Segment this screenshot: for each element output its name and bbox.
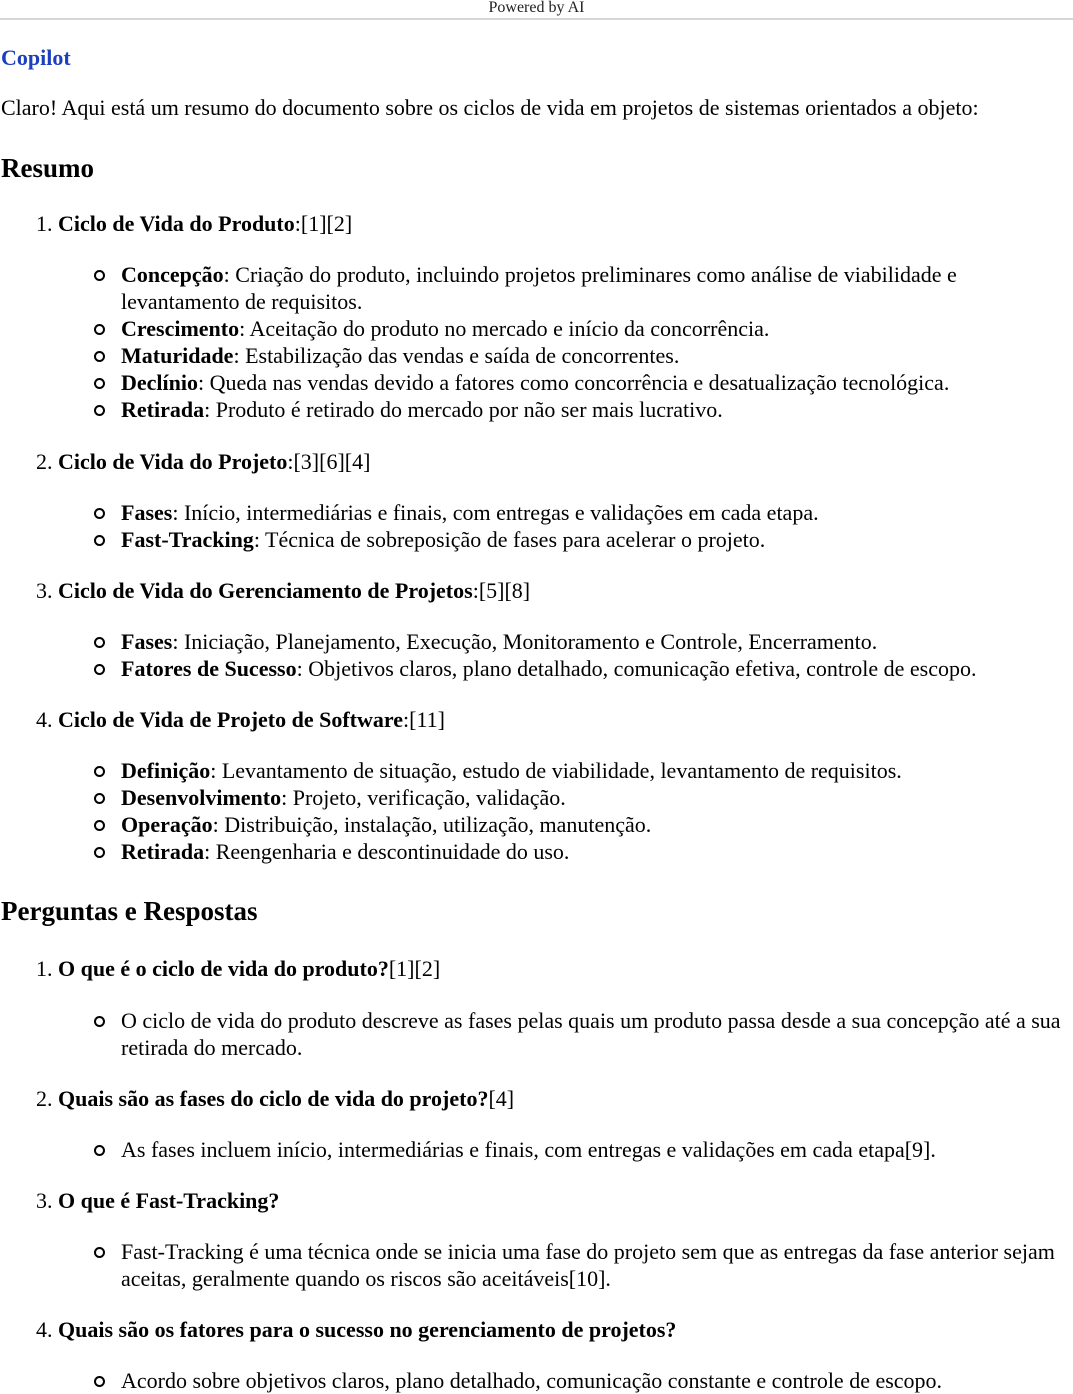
pergunta-item-1: 1. O que é o ciclo de vida do produto?[1][2]: [36, 956, 441, 981]
circle-bullet-icon: [94, 793, 105, 804]
circle-bullet-icon: [94, 1376, 105, 1387]
list-item: Operação: Distribuição, instalação, utilização, manutenção.: [0, 811, 1073, 838]
circle-bullet-icon: [94, 351, 105, 362]
list-item: Acordo sobre objetivos claros, plano detalhado, comunicação constante e controle de escopo.: [0, 1367, 1073, 1394]
list-item: Desenvolvimento: Projeto, verificação, validação.: [0, 784, 1073, 811]
list-item: Maturidade: Estabilização das vendas e saída de concorrentes.: [0, 342, 1073, 369]
intro-text: Claro! Aqui está um resumo do documento sobre os ciclos de vida em projetos de sistemas orientados a objeto:: [1, 95, 979, 120]
resumo-item-3: 3. Ciclo de Vida do Gerenciamento de Projetos:[5][8]: [36, 578, 531, 603]
list-item: Fases: Início, intermediárias e finais, com entregas e validações em cada etapa.: [0, 499, 1073, 526]
section-heading-perguntas: Perguntas e Respostas: [1, 896, 258, 926]
list-item: Crescimento: Aceitação do produto no mercado e início da concorrência.: [0, 315, 1073, 342]
resumo-item-4-list: [0, 757, 1073, 865]
list-item: As fases incluem início, intermediárias e finais, com entregas e validações em cada etapa[9].: [0, 1136, 1073, 1163]
resumo-item-1: 1. Ciclo de Vida do Produto:[1][2]: [36, 211, 353, 236]
powered-by-banner: Powered by AI: [0, 0, 1073, 20]
circle-bullet-icon: [94, 1145, 105, 1156]
circle-bullet-icon: [94, 405, 105, 416]
resumo-item-3-list: [0, 628, 1073, 682]
list-item: Fases: Iniciação, Planejamento, Execução, Monitoramento e Controle, Encerramento.: [0, 628, 1073, 655]
list-item: Retirada: Reengenharia e descontinuidade do uso.: [0, 838, 1073, 865]
resumo-item-4: 4. Ciclo de Vida de Projeto de Software:[11]: [36, 707, 445, 732]
pergunta-item-2: 2. Quais são as fases do ciclo de vida do projeto?[4]: [36, 1086, 515, 1111]
circle-bullet-icon: [94, 766, 105, 777]
pergunta-item-4: 4. Quais são os fatores para o sucesso no gerenciamento de projetos?: [36, 1317, 677, 1342]
circle-bullet-icon: [94, 820, 105, 831]
author-label: Copilot: [1, 45, 71, 70]
circle-bullet-icon: [94, 637, 105, 648]
circle-bullet-icon: [94, 664, 105, 675]
resumo-item-1-list: [0, 261, 1073, 423]
circle-bullet-icon: [94, 1247, 105, 1258]
pergunta-item-4-list: [0, 1367, 1073, 1394]
list-item: Fatores de Sucesso: Objetivos claros, plano detalhado, comunicação efetiva, controle de escopo.: [0, 655, 1073, 682]
pergunta-item-3: 3. O que é Fast-Tracking?: [36, 1188, 280, 1213]
pergunta-item-1-list: [0, 1007, 1073, 1061]
resumo-item-2: 2. Ciclo de Vida do Projeto:[3][6][4]: [36, 449, 371, 474]
circle-bullet-icon: [94, 270, 105, 281]
circle-bullet-icon: [94, 535, 105, 546]
circle-bullet-icon: [94, 1016, 105, 1027]
list-item: Concepção: Criação do produto, incluindo projetos preliminares como análise de viabilidade e levantamento de requisitos.: [0, 261, 1073, 315]
section-heading-resumo: Resumo: [1, 153, 94, 183]
list-item: Declínio: Queda nas vendas devido a fatores como concorrência e desatualização tecnológica.: [0, 369, 1073, 396]
circle-bullet-icon: [94, 508, 105, 519]
list-item: Retirada: Produto é retirado do mercado por não ser mais lucrativo.: [0, 396, 1073, 423]
list-item: Fast-Tracking: Técnica de sobreposição de fases para acelerar o projeto.: [0, 526, 1073, 553]
resumo-item-2-list: [0, 499, 1073, 553]
circle-bullet-icon: [94, 378, 105, 389]
pergunta-item-3-list: [0, 1238, 1073, 1292]
circle-bullet-icon: [94, 847, 105, 858]
list-item: O ciclo de vida do produto descreve as fases pelas quais um produto passa desde a sua concepção até a sua retirada do mercado.: [0, 1007, 1073, 1061]
circle-bullet-icon: [94, 324, 105, 335]
list-item: Fast-Tracking é uma técnica onde se inicia uma fase do projeto sem que as entregas da fase anterior sejam aceitas, geralmente quando os riscos são aceitáveis[10].: [0, 1238, 1073, 1292]
list-item: Definição: Levantamento de situação, estudo de viabilidade, levantamento de requisitos.: [0, 757, 1073, 784]
pergunta-item-2-list: [0, 1136, 1073, 1163]
